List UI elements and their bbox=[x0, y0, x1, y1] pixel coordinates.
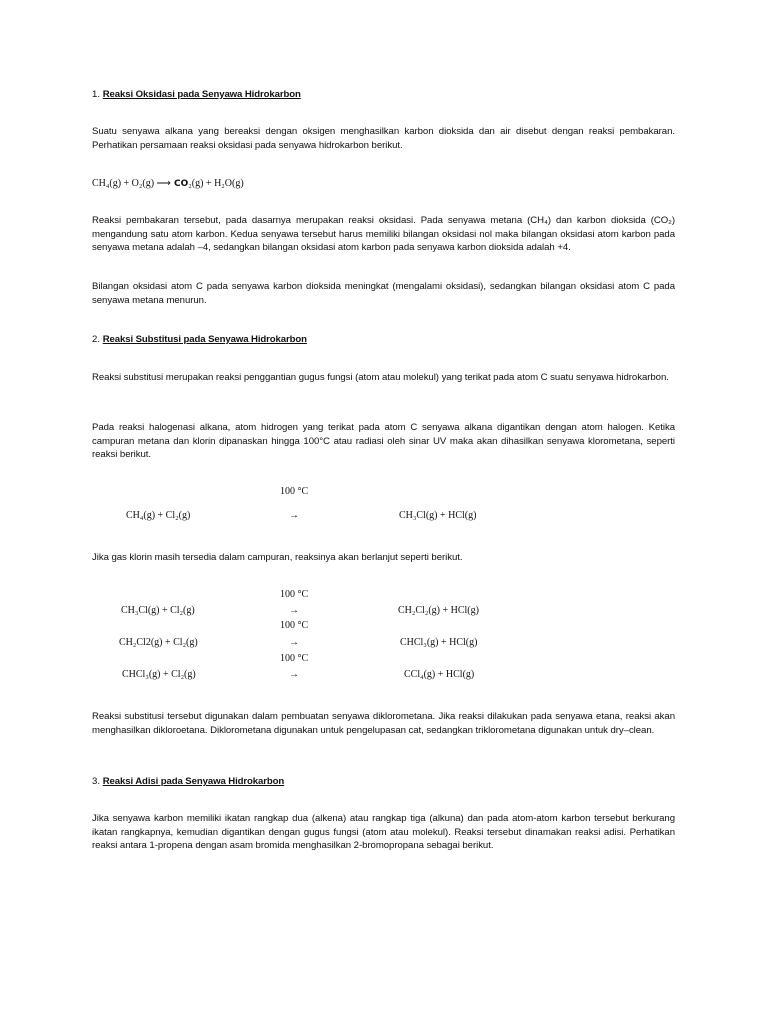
section-1-paragraph-1: Suatu senyawa alkana yang bereaksi dengan oksigen menghasilkan karbon dioksida dan air disebut dengan reaksi pembakaran. Perhatikan persamaan reaksi oksidasi pada senyawa hidrokarbon berikut. bbox=[92, 126, 675, 151]
reaction-1-reactants: CH₄(g) + Cl₂(g) bbox=[126, 510, 191, 521]
reaction-1-arrow: → bbox=[289, 510, 299, 521]
reaction-1-condition: 100 °C bbox=[280, 486, 309, 497]
reaction-2-reactants: CH₃Cl(g) + Cl₂(g) bbox=[121, 605, 195, 616]
reaction-2-arrow: → bbox=[289, 605, 299, 616]
section-2-paragraph-2: Pada reaksi halogenasi alkana, atom hidrogen yang terikat pada atom C senyawa alkana digantikan dengan atom halogen. Ketika campuran metana dan klorin dipanaskan hingga 100°C atau radiasi oleh sinar UV maka akan dihasilkan senyawa klorometana, seperti reaksi berikut. bbox=[92, 422, 675, 461]
section-3-title: Reaksi Adisi pada Senyawa Hidrokarbon bbox=[102, 776, 285, 787]
section-1-title: Reaksi Oksidasi pada Senyawa Hidrokarbon bbox=[102, 89, 301, 100]
equation-arrow: ⟶ bbox=[156, 178, 171, 189]
section-2-paragraph-3: Jika gas klorin masih tersedia dalam campuran, reaksinya akan berlanjut seperti berikut. bbox=[92, 552, 463, 563]
section-2-heading bbox=[92, 333, 307, 346]
section-2-paragraph-1: Reaksi substitusi merupakan reaksi penggantian gugus fungsi (atom atau molekul) yang terikat pada atom C suatu senyawa hidrokarbon. bbox=[92, 372, 669, 383]
section-1-heading bbox=[92, 88, 301, 101]
reaction-3-reactants: CH₂Cl2(g) + Cl₂(g) bbox=[119, 637, 198, 648]
reaction-4-arrow: → bbox=[289, 669, 299, 680]
oxidation-equation bbox=[92, 177, 244, 191]
reaction-2-condition: 100 °C bbox=[280, 589, 309, 600]
section-2-number: 2. bbox=[92, 334, 101, 345]
reaction-chain bbox=[92, 588, 675, 684]
reaction-4-products: CCl₄(g) + HCl(g) bbox=[404, 669, 475, 680]
reaction-1-products: CH₃Cl(g) + HCl(g) bbox=[399, 510, 477, 521]
reaction-3-arrow: → bbox=[289, 637, 299, 648]
reaction-3-products: CHCl₃(g) + HCl(g) bbox=[400, 637, 478, 648]
equation-co-label: CO bbox=[170, 179, 189, 189]
section-1-paragraph-3: Bilangan oksidasi atom C pada senyawa karbon dioksida meningkat (mengalami oksidasi), sedangkan bilangan oksidasi atom C pada senyawa metana menurun. bbox=[92, 281, 675, 306]
section-2-paragraph-4: Reaksi substitusi tersebut digunakan dalam pembuatan senyawa diklorometana. Jika reaksi dilakukan pada senyawa etana, reaksi akan menghasilkan dikloroetana. Diklorometana digunakan untuk pengelupasan cat, sedangkan triklorometana digunakan untuk dry–clean. bbox=[92, 711, 675, 736]
equation-reactants: CH₄(g) + O₂(g) bbox=[92, 178, 157, 189]
section-1-number: 1. bbox=[92, 89, 101, 100]
reaction-4-condition: 100 °C bbox=[280, 653, 309, 664]
section-3-paragraph-1: Jika senyawa karbon memiliki ikatan rangkap dua (alkena) atau rangkap tiga (alkuna) dan pada atom-atom karbon tersebut berkurang ikatan rangkapnya, kemudian digantikan dengan gugus fungsi (atom atau molekul). Reaksi tersebut dinamakan reaksi adisi. Perhatikan reaksi antara 1-propena dengan asam bromida menghasilkan 2-bromopropana sebagai berikut. bbox=[92, 813, 675, 852]
section-3-number: 3. bbox=[92, 776, 101, 787]
section-3-heading bbox=[92, 775, 284, 788]
section-2-title: Reaksi Substitusi pada Senyawa Hidrokarbon bbox=[102, 334, 307, 345]
reaction-4-reactants: CHCl₃(g) + Cl₂(g) bbox=[122, 669, 196, 680]
section-1-paragraph-2: Reaksi pembakaran tersebut, pada dasarnya merupakan reaksi oksidasi. Pada senyawa metana (CH₄) dan karbon dioksida (CO₂) mengandung satu atom karbon. Kedua senyawa tersebut harus memiliki bilangan oksidasi nol maka bilangan oksidasi atom karbon pada senyawa metana adalah –4, sedangkan bilangan oksidasi atom karbon pada senyawa karbon dioksida adalah +4. bbox=[92, 215, 675, 254]
reaction-row-1 bbox=[92, 485, 675, 525]
reaction-2-products: CH₂Cl₂(g) + HCl(g) bbox=[398, 605, 479, 616]
equation-products: ₂(g) + H₂O(g) bbox=[188, 178, 244, 189]
reaction-3-condition: 100 °C bbox=[280, 620, 309, 631]
